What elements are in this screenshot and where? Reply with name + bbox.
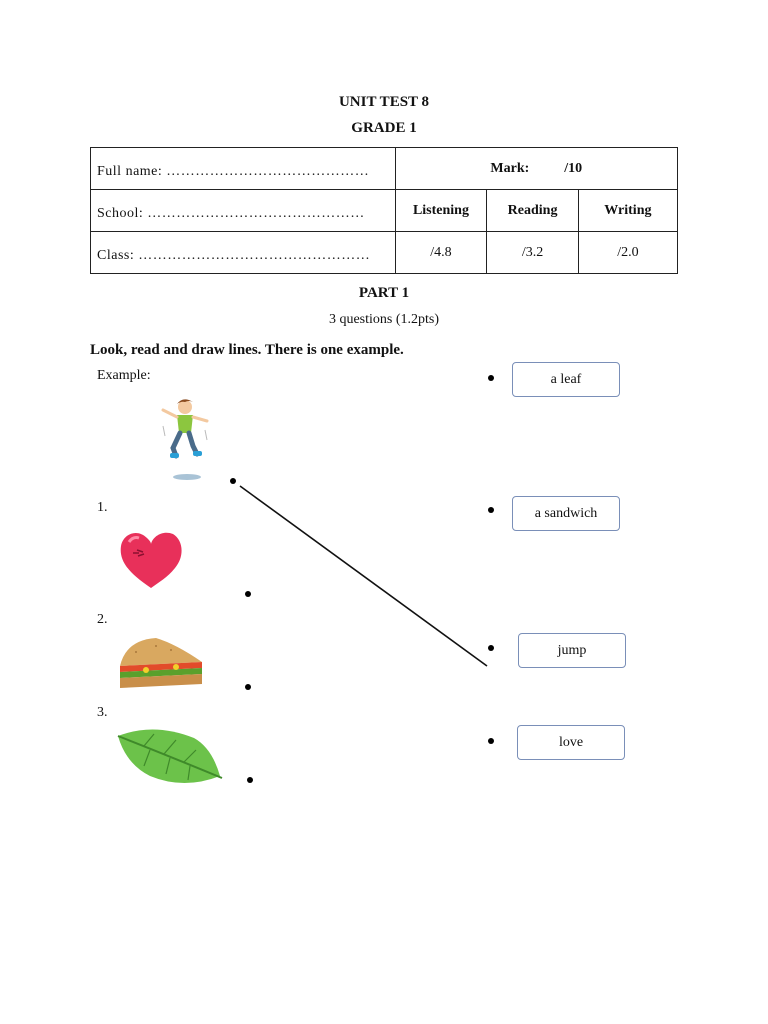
class-field[interactable]: Class: ………………………………………… bbox=[91, 232, 396, 274]
word-box-love[interactable]: love bbox=[517, 725, 625, 760]
reading-score: /3.2 bbox=[487, 232, 579, 274]
leaf-icon bbox=[114, 726, 226, 788]
writing-header: Writing bbox=[578, 190, 677, 232]
item-3-number: 3. bbox=[97, 705, 108, 720]
item-3-dot[interactable] bbox=[247, 777, 253, 783]
school-field[interactable]: School: ……………………………………… bbox=[91, 190, 396, 232]
word-1-dot[interactable] bbox=[488, 375, 494, 381]
test-title: UNIT TEST 8 bbox=[338, 94, 430, 110]
word-2-dot[interactable] bbox=[488, 507, 494, 513]
reading-header: Reading bbox=[487, 190, 579, 232]
item-1-number: 1. bbox=[97, 500, 108, 515]
full-name-field[interactable]: Full name: …………………………………… bbox=[91, 148, 396, 190]
word-box-a-leaf[interactable]: a leaf bbox=[512, 362, 620, 397]
grade-title: GRADE 1 bbox=[351, 120, 417, 136]
sandwich-icon bbox=[116, 636, 206, 694]
heart-icon bbox=[117, 528, 185, 592]
mark-label: Mark: bbox=[490, 160, 530, 176]
writing-score: /2.0 bbox=[578, 232, 677, 274]
part-title: PART 1 bbox=[358, 285, 410, 301]
word-box-a-sandwich[interactable]: a sandwich bbox=[512, 496, 620, 531]
item-2-number: 2. bbox=[97, 612, 108, 627]
listening-header: Listening bbox=[395, 190, 487, 232]
mark-total: /10 bbox=[564, 160, 583, 176]
item-1-dot[interactable] bbox=[245, 591, 251, 597]
word-4-dot[interactable] bbox=[488, 738, 494, 744]
questions-count: 3 questions (1.2pts) bbox=[328, 312, 440, 327]
instruction: Look, read and draw lines. There is one example. bbox=[90, 342, 404, 358]
listening-score: /4.8 bbox=[395, 232, 487, 274]
word-box-jump[interactable]: jump bbox=[518, 633, 626, 668]
word-3-dot[interactable] bbox=[488, 645, 494, 651]
example-label: Example: bbox=[97, 368, 151, 383]
item-2-dot[interactable] bbox=[245, 684, 251, 690]
